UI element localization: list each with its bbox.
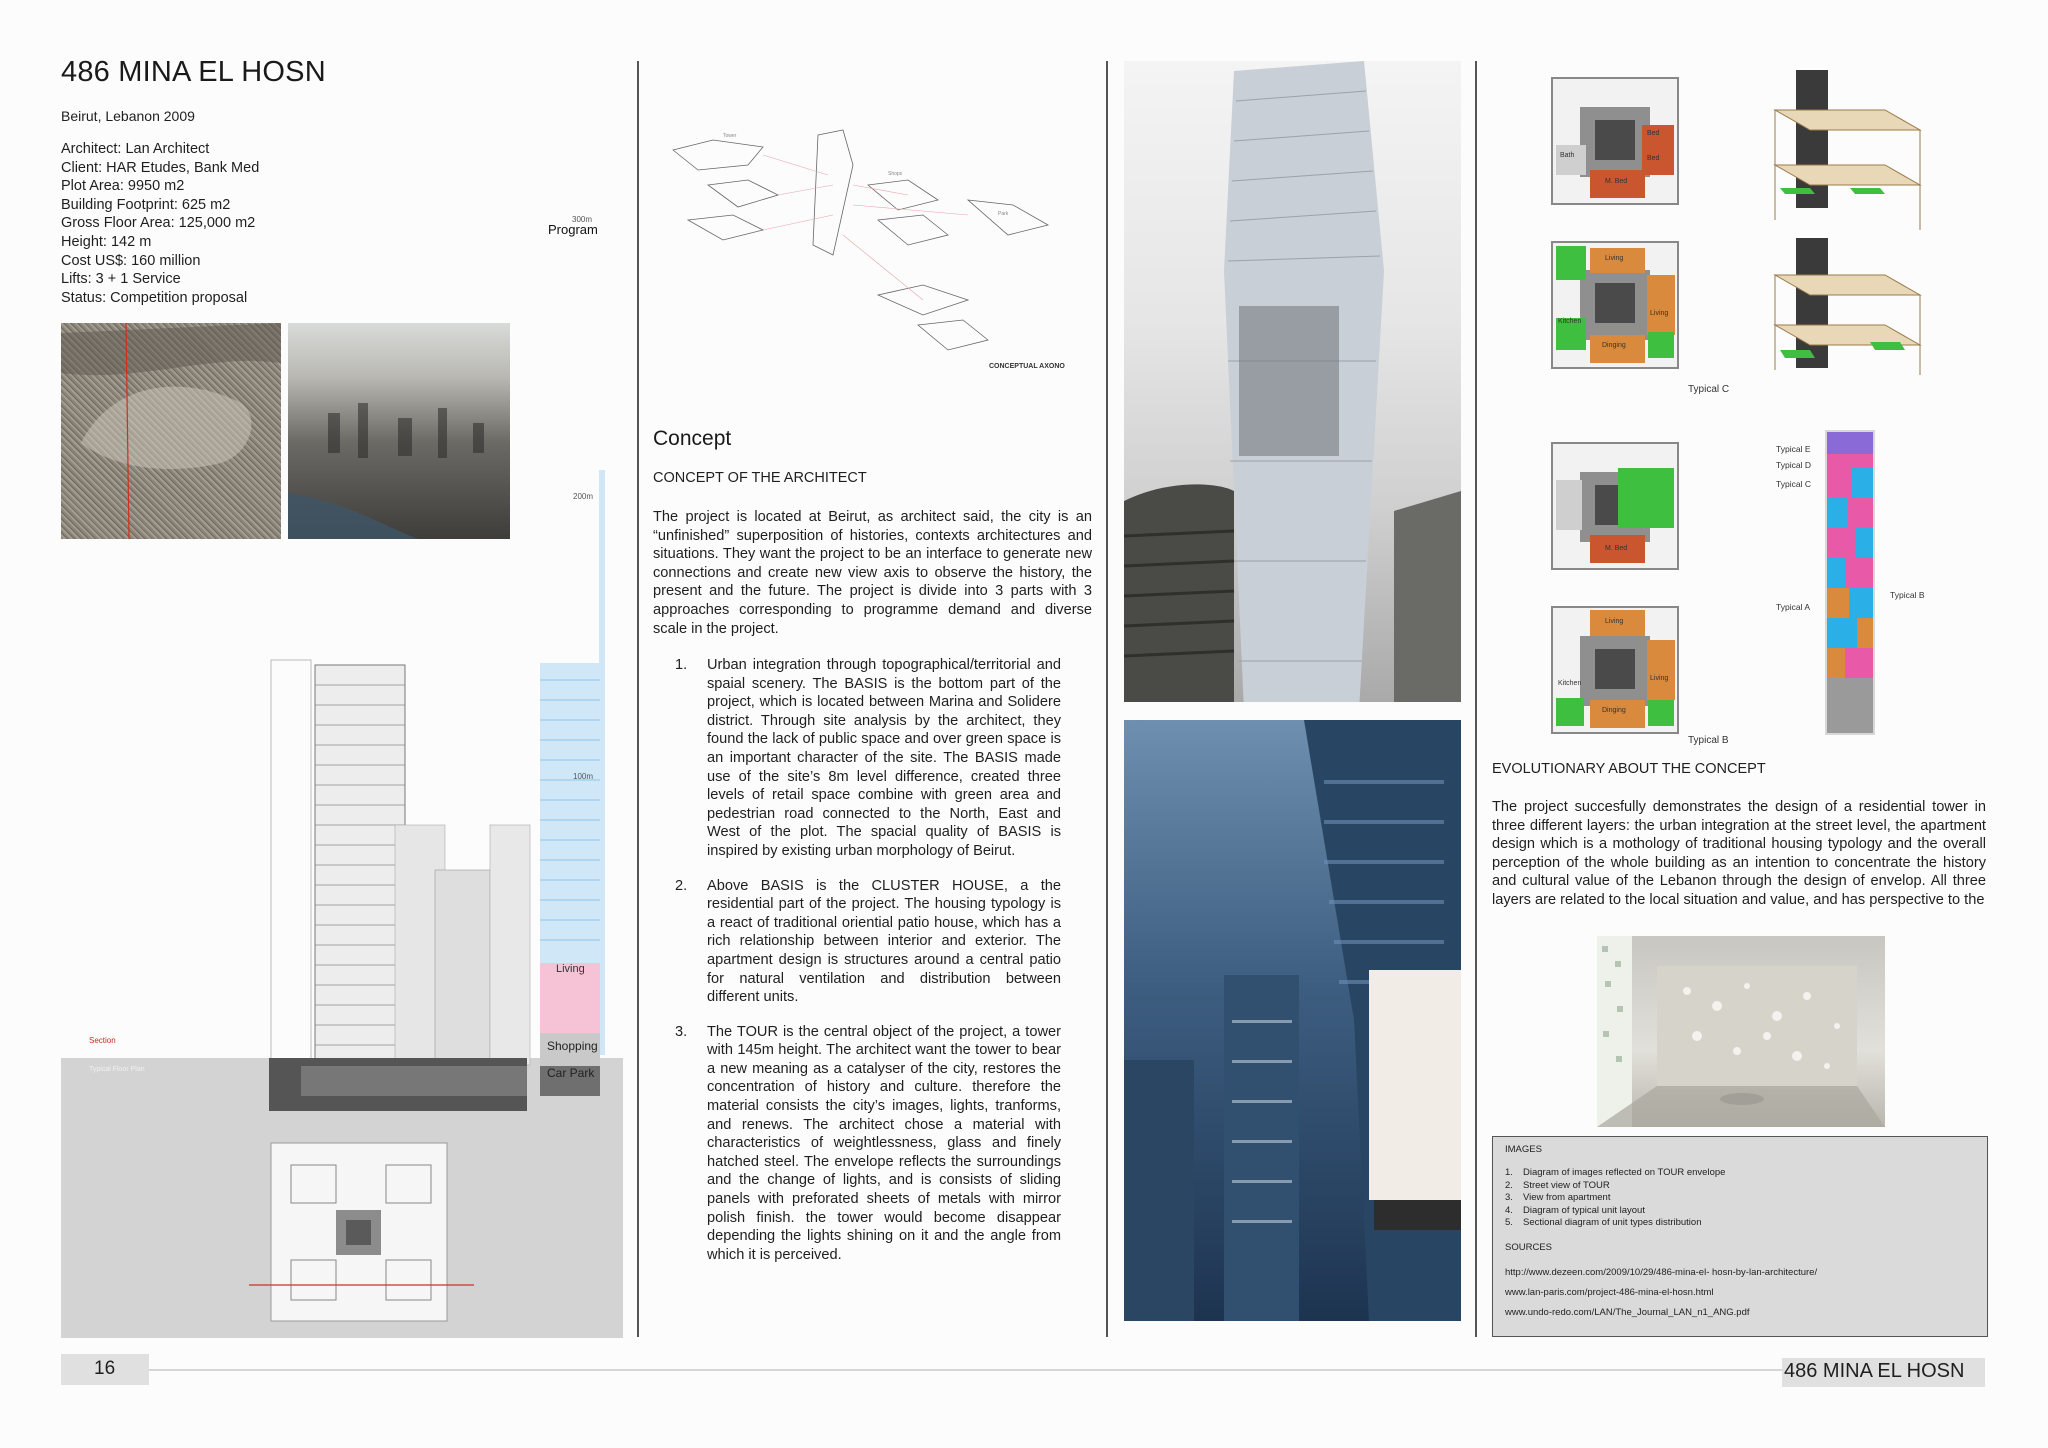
level-300m: 300m: [572, 215, 593, 224]
room-label: Dinging: [1602, 707, 1626, 714]
list-item: [1505, 1180, 1975, 1193]
footer-rule: [61, 1369, 1985, 1371]
images-heading: IMAGES: [1505, 1144, 1542, 1155]
room-label: Living: [1605, 255, 1624, 262]
stack-label-b: Typical B: [1890, 590, 1925, 600]
spec-item: Height: 142 m: [61, 233, 152, 250]
concept-subheading: CONCEPT OF THE ARCHITECT: [653, 470, 867, 486]
footer-title-box: [1782, 1358, 1985, 1387]
page-number-box: [61, 1354, 149, 1385]
page-number: 16: [94, 1358, 116, 1379]
room-label: Bed: [1647, 130, 1660, 137]
svg-text:Tower: Tower: [723, 133, 737, 139]
stack-label-d: Typical D: [1776, 460, 1811, 470]
concept-points: [675, 656, 1061, 1280]
room-label: Living: [1650, 310, 1669, 317]
stack-label-a: Typical A: [1776, 602, 1811, 612]
column-divider: [1106, 61, 1108, 1337]
program-label: Program: [548, 222, 598, 237]
list-text: The TOUR is the central object of the project, a tower with 145m height. The architect want the tower to bear a new meaning as a catalyser of the city, restores the concentration of history and culture. therefore the material consists the city’s images, lights, tranforms, and renews. The architect chose a material with characteristics of weightlessness, glass and finely hatched steel. The envelope reflects the surroundings and the change of lights, and is consists of sliding panels with preforated sheets of metals with mirror polish finish. the tower would become disappear depending the lights shining on it and the angle from which it is perceived.: [707, 1023, 1061, 1263]
room-label: Bath: [1560, 152, 1575, 159]
list-text: Sectional diagram of unit types distribution: [1523, 1217, 1702, 1228]
room-label: Kitchen: [1558, 680, 1582, 687]
unit-layout-diagrams: [1540, 70, 2000, 750]
list-item: [1505, 1192, 1975, 1205]
list-number: 3.: [1505, 1192, 1513, 1203]
sources-box: [1492, 1136, 1988, 1337]
list-item: [675, 656, 1061, 861]
spec-item: Cost US$: 160 million: [61, 252, 201, 269]
tower-envelope-render: [1124, 61, 1461, 702]
list-number: 5.: [1505, 1217, 1513, 1228]
list-number: 2.: [675, 877, 688, 894]
images-list: [1505, 1167, 1975, 1230]
list-text: Diagram of typical unit layout: [1523, 1204, 1645, 1216]
room-label: Dinging: [1602, 342, 1626, 349]
list-text: View from apartment: [1523, 1192, 1611, 1203]
list-item: [675, 877, 1061, 1007]
concept-heading: Concept: [653, 427, 732, 450]
concept-intro: The project is located at Beirut, as architect said, the city is an “unfinished” superposition of histories, contexts architectures and situations. They want the project to be an interface to generate new connections and create new view axis to observe the history, the present and the future. The project is divide into 3 parts with 3 approaches corresponding to programme demand and diverse scale in the project.: [653, 509, 1092, 637]
spec-item: Lifts: 3 + 1 Service: [61, 271, 181, 288]
list-number: 1.: [1505, 1167, 1513, 1178]
list-number: 1.: [675, 657, 688, 673]
spec-item: Architect: Lan Architect: [61, 141, 210, 157]
evaluation-text: The project succesfully demonstrates the design of a residential tower in three different layers: the urban integration at the street level, the apartment design which is a mothology of traditional housing typology and the overall perception of the whole building as an intention to concentrate the history and cultural value of the Lebanon through the design of envelop. All three layers are related to the local situation and value, and has perspective to the: [1492, 799, 1986, 908]
list-item: [1505, 1217, 1975, 1230]
zone-car-park: Car Park: [547, 1066, 595, 1080]
conceptual-axono-diagram: [668, 125, 1068, 380]
typical-c-label: Typical C: [1688, 384, 1730, 395]
svg-text:Shops: Shops: [888, 171, 903, 177]
source-link[interactable]: http://www.dezeen.com/2009/10/29/486-mina-el- hosn-by-lan-architecture/: [1505, 1267, 1818, 1278]
diagram-caption: CONCEPTUAL AXONO: [989, 363, 1065, 370]
floor-plan-label: Typical Floor Plan: [89, 1066, 145, 1073]
spec-item: Status: Competition proposal: [61, 289, 248, 306]
spec-item: Client: HAR Etudes, Bank Med: [61, 159, 260, 176]
list-number: 2.: [1505, 1179, 1513, 1191]
level-200m: 200m: [573, 492, 594, 501]
page-title: 486 MINA EL HOSN: [61, 56, 326, 88]
list-item: [1505, 1205, 1975, 1218]
footer-title: 486 MINA EL HOSN: [1784, 1360, 1965, 1382]
stack-label-e: Typical E: [1776, 444, 1811, 454]
list-text: Street view of TOUR: [1523, 1179, 1610, 1191]
source-link[interactable]: www.undo-redo.com/LAN/The_Journal_LAN_n1_ANG.pdf: [1505, 1307, 1750, 1318]
street-view-render: [1124, 720, 1461, 1321]
room-label: Living: [1605, 618, 1624, 625]
source-link[interactable]: www.lan-paris.com/project-486-mina-el-hosn.html: [1505, 1287, 1714, 1298]
list-item: [675, 1023, 1061, 1265]
list-item: [1505, 1167, 1975, 1180]
list-number: 3.: [675, 1023, 688, 1040]
list-number: 4.: [1505, 1204, 1513, 1216]
project-location: Beirut, Lebanon 2009: [61, 108, 195, 124]
room-label: Kitchen: [1558, 318, 1582, 325]
room-label: M. Bed: [1605, 178, 1628, 185]
typical-b-label: Typical B: [1688, 735, 1729, 746]
room-label: Bed: [1647, 155, 1660, 162]
project-specs: [61, 140, 259, 307]
spec-item: Gross Floor Area: 125,000 m2: [61, 215, 256, 232]
zone-shopping: Shopping: [547, 1039, 598, 1053]
list-text: Urban integration through topographical/territorial and spaial scenery. The BASIS is the bottom part of the project, which is located between Marina and Solidere district. Through site analysis by the architect, they found the lack of public space and over green space is an important character of the site. The BASIS made use of the site’s 8m level difference, created three levels of retail space combine with green area and pedestrian road connected to the North, East and West of the plot. The spacial quality of BASIS is inspired by existing urban morphology of Beirut.: [707, 657, 1061, 859]
room-label: M. Bed: [1605, 545, 1628, 552]
list-text: Above BASIS is the CLUSTER HOUSE, a the residential part of the project. The housing typology is a react of traditional oriential patio house, which has a rich relationship between interior and exterior. The apartment design is structures around a central patio for natural ventilation and distribution between different units.: [707, 877, 1061, 1006]
level-100m: 100m: [573, 772, 594, 781]
svg-text:Park: Park: [998, 211, 1009, 217]
spec-item: Building Footprint: 625 m2: [61, 196, 231, 213]
room-label: Living: [1650, 675, 1669, 682]
spec-item: Plot Area: 9950 m2: [61, 178, 185, 195]
column-divider: [637, 61, 639, 1337]
apartment-interior-render: [1597, 936, 1885, 1127]
evaluation-heading: EVOLUTIONARY ABOUT THE CONCEPT: [1492, 761, 1766, 777]
stack-label-c: Typical C: [1776, 479, 1811, 489]
column-divider: [1475, 61, 1477, 1337]
sources-heading: SOURCES: [1505, 1242, 1552, 1253]
section-label: Section: [89, 1036, 116, 1045]
zone-living: Living: [556, 963, 585, 975]
list-text: Diagram of images reflected on TOUR envelope: [1523, 1167, 1726, 1178]
